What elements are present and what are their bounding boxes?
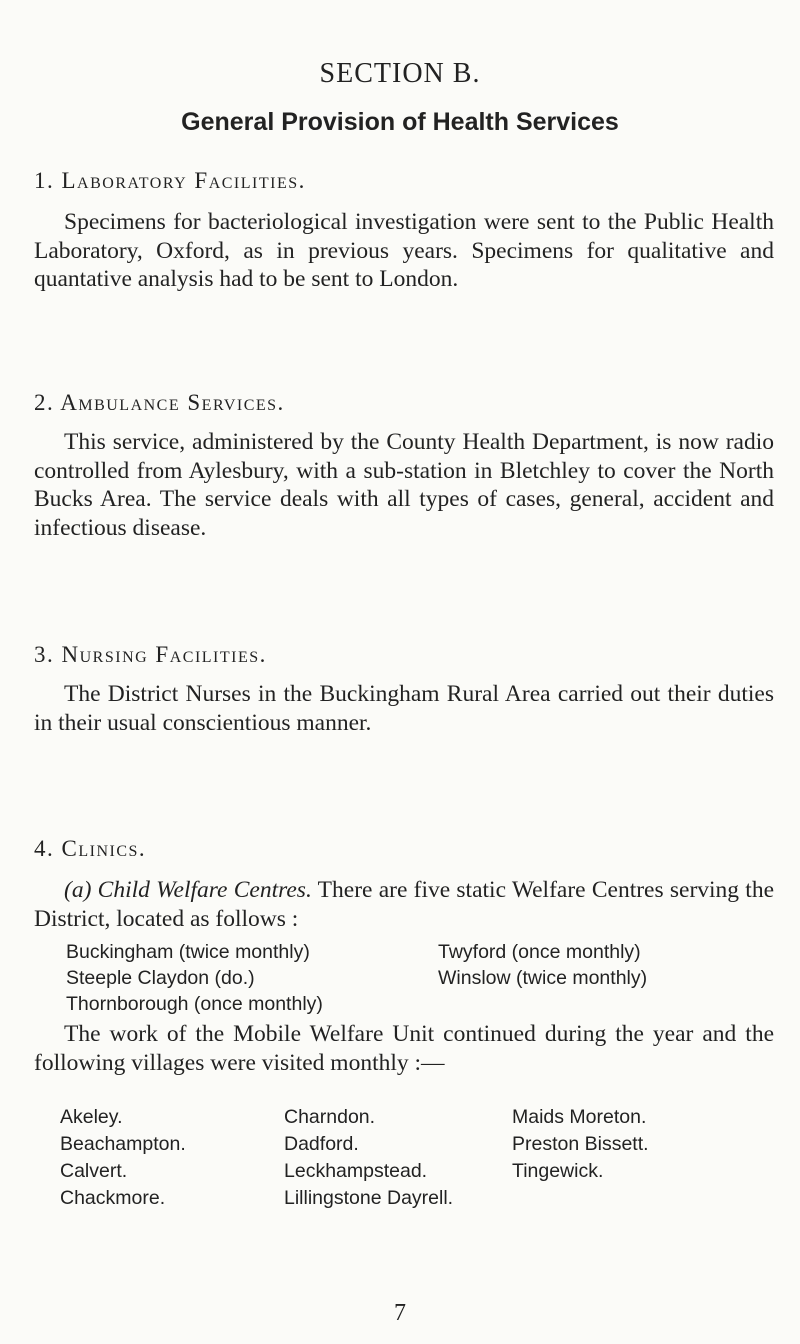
subheading-child-welfare: (a) Child Welfare Centres. (64, 877, 312, 903)
village-item: Calvert. (60, 1160, 128, 1182)
centre-item: Thornborough (once monthly) (66, 993, 323, 1015)
centre-item: Winslow (twice monthly) (438, 967, 648, 989)
heading-clinics (34, 836, 146, 862)
heading-text: Laboratory Facilities. (61, 168, 306, 193)
heading-text: Ambulance Services. (60, 390, 285, 415)
heading-number: 3. (34, 642, 55, 667)
village-item: Tingewick. (512, 1160, 604, 1182)
village-item: Leckhampstead. (284, 1160, 428, 1182)
centre-item: Buckingham (twice monthly) (66, 941, 310, 963)
heading-text: Nursing Facilities. (61, 642, 267, 667)
heading-nursing (34, 642, 267, 668)
child-welfare-intro: There are five static Welfare Centres serving the District, located as follows : (34, 877, 774, 932)
village-item: Lillingstone Dayrell. (284, 1187, 454, 1209)
heading-number: 1. (34, 168, 55, 193)
village-item: Akeley. (60, 1106, 123, 1128)
village-item: Preston Bissett. (512, 1133, 649, 1155)
heading-number: 2. (34, 390, 55, 415)
village-item: Beachampton. (60, 1133, 186, 1155)
village-item: Maids Moreton. (512, 1106, 647, 1128)
heading-laboratory (34, 168, 306, 194)
village-item: Charndon. (284, 1106, 376, 1128)
paragraph-mobile-unit: The work of the Mobile Welfare Unit continued during the year and the following villages were visited monthly :— (34, 1021, 774, 1076)
paragraph-laboratory: Specimens for bacteriological investigation were sent to the Public Health Laboratory, Oxford, as in previous years. Specimens for qualitative and quantative analysis had to be sent to London. (34, 209, 774, 292)
paragraph-child-welfare (34, 876, 774, 933)
document-title: General Provision of Health Services (181, 108, 619, 136)
heading-number: 4. (34, 836, 55, 861)
village-item: Dadford. (284, 1133, 359, 1155)
paragraph-nursing: The District Nurses in the Buckingham Rural Area carried out their duties in their usual conscientious manner. (34, 681, 774, 736)
centre-item: Steeple Claydon (do.) (66, 967, 255, 989)
village-item: Chackmore. (60, 1187, 166, 1209)
heading-text: Clinics. (61, 836, 147, 861)
section-title: SECTION B. (319, 58, 481, 89)
paragraph-ambulance: This service, administered by the County Health Department, is now radio controlled from Aylesbury, with a sub-station in Bletchley to cover the North Bucks Area. The service deals with all types of cases, general, accident and infectious disease. (34, 429, 774, 541)
heading-ambulance (34, 390, 285, 416)
centre-item: Twyford (once monthly) (438, 941, 641, 963)
page-number: 7 (394, 1300, 406, 1326)
